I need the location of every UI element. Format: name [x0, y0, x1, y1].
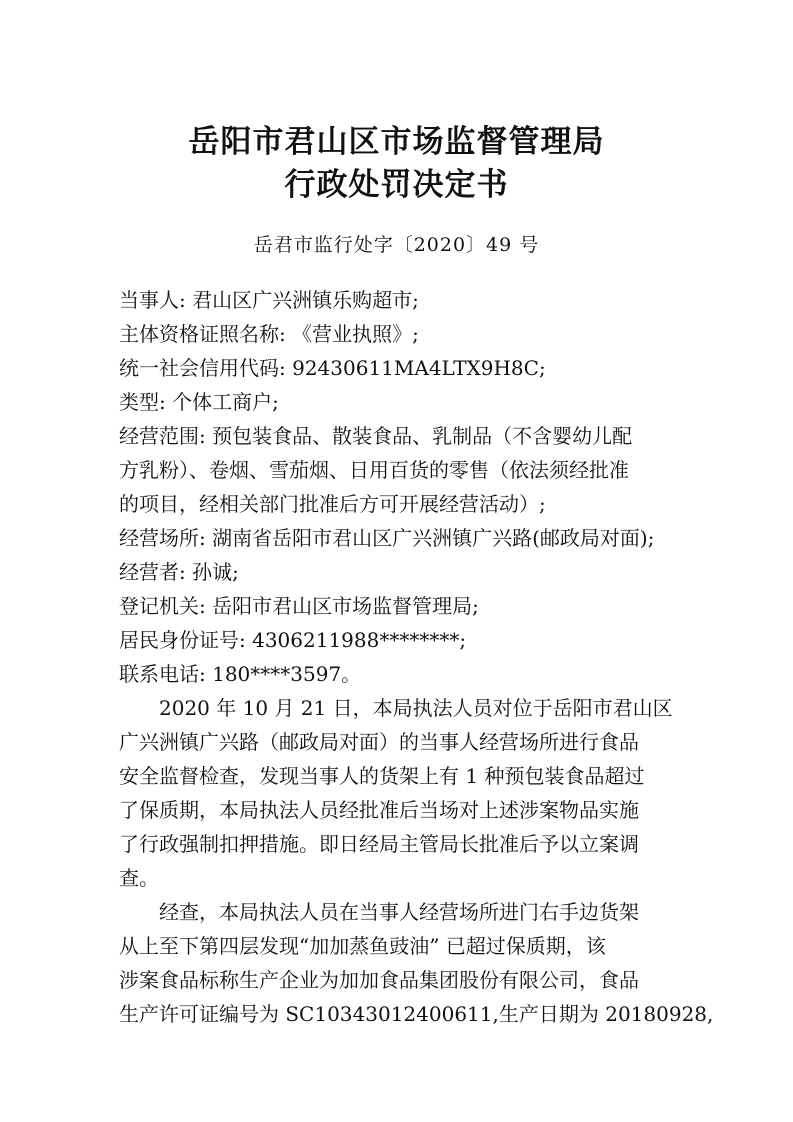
paragraph-line: 从上至下第四层发现“加加蒸鱼豉油” 已超过保质期，该	[119, 934, 606, 958]
paragraph-line: 涉案食品标称生产企业为加加食品集团股份有限公司，食品	[119, 968, 639, 992]
paragraph-line: 安全监督检查，发现当事人的货架上有 1 种预包装食品超过	[119, 764, 645, 788]
license-name-line: 主体资格证照名称: 《营业执照》;	[119, 322, 419, 346]
operator-line: 经营者: 孙诚;	[119, 560, 239, 584]
paragraph-line: 了行政强制扣押措施。即日经局主管局长批准后予以立案调	[119, 832, 639, 856]
document-title-type: 行政处罚决定书	[284, 167, 509, 203]
business-scope-line: 的项目，经相关部门批准后方可开展经营活动）;	[119, 492, 546, 516]
paragraph-line: 经查，本局执法人员在当事人经营场所进门右手边货架	[159, 900, 639, 924]
document-number: 岳君市监行处字〔2020〕49 号	[253, 234, 540, 256]
id-number-line: 居民身份证号: 4306211988********;	[119, 628, 467, 652]
paragraph-line: 生产许可证编号为 SC10343012400611,生产日期为 20180928,	[119, 1002, 714, 1026]
business-type-line: 类型: 个体工商户;	[119, 390, 279, 414]
party-name-line: 当事人: 君山区广兴洲镇乐购超市;	[119, 288, 419, 312]
document-title-agency: 岳阳市君山区市场监督管理局	[188, 124, 605, 160]
paragraph-line: 了保质期，本局执法人员经批准后当场对上述涉案物品实施	[119, 798, 639, 822]
paragraph-line: 查。	[119, 866, 159, 890]
phone-line: 联系电话: 180****3597。	[119, 662, 362, 686]
premises-line: 经营场所: 湖南省岳阳市君山区广兴洲镇广兴路(邮政局对面);	[119, 526, 655, 550]
business-scope-line: 方乳粉）、卷烟、雪茄烟、日用百货的零售（依法须经批准	[119, 458, 629, 482]
business-scope-line: 经营范围: 预包装食品、散装食品、乳制品（不含婴幼儿配	[119, 424, 633, 448]
credit-code-line: 统一社会信用代码: 92430611MA4LTX9H8C;	[119, 356, 546, 380]
paragraph-line: 2020 年 10 月 21 日，本局执法人员对位于岳阳市君山区	[159, 696, 673, 720]
registry-line: 登记机关: 岳阳市君山区市场监督管理局;	[119, 594, 479, 618]
paragraph-line: 广兴洲镇广兴路（邮政局对面）的当事人经营场所进行食品	[119, 730, 639, 754]
document-body	[119, 283, 714, 1031]
